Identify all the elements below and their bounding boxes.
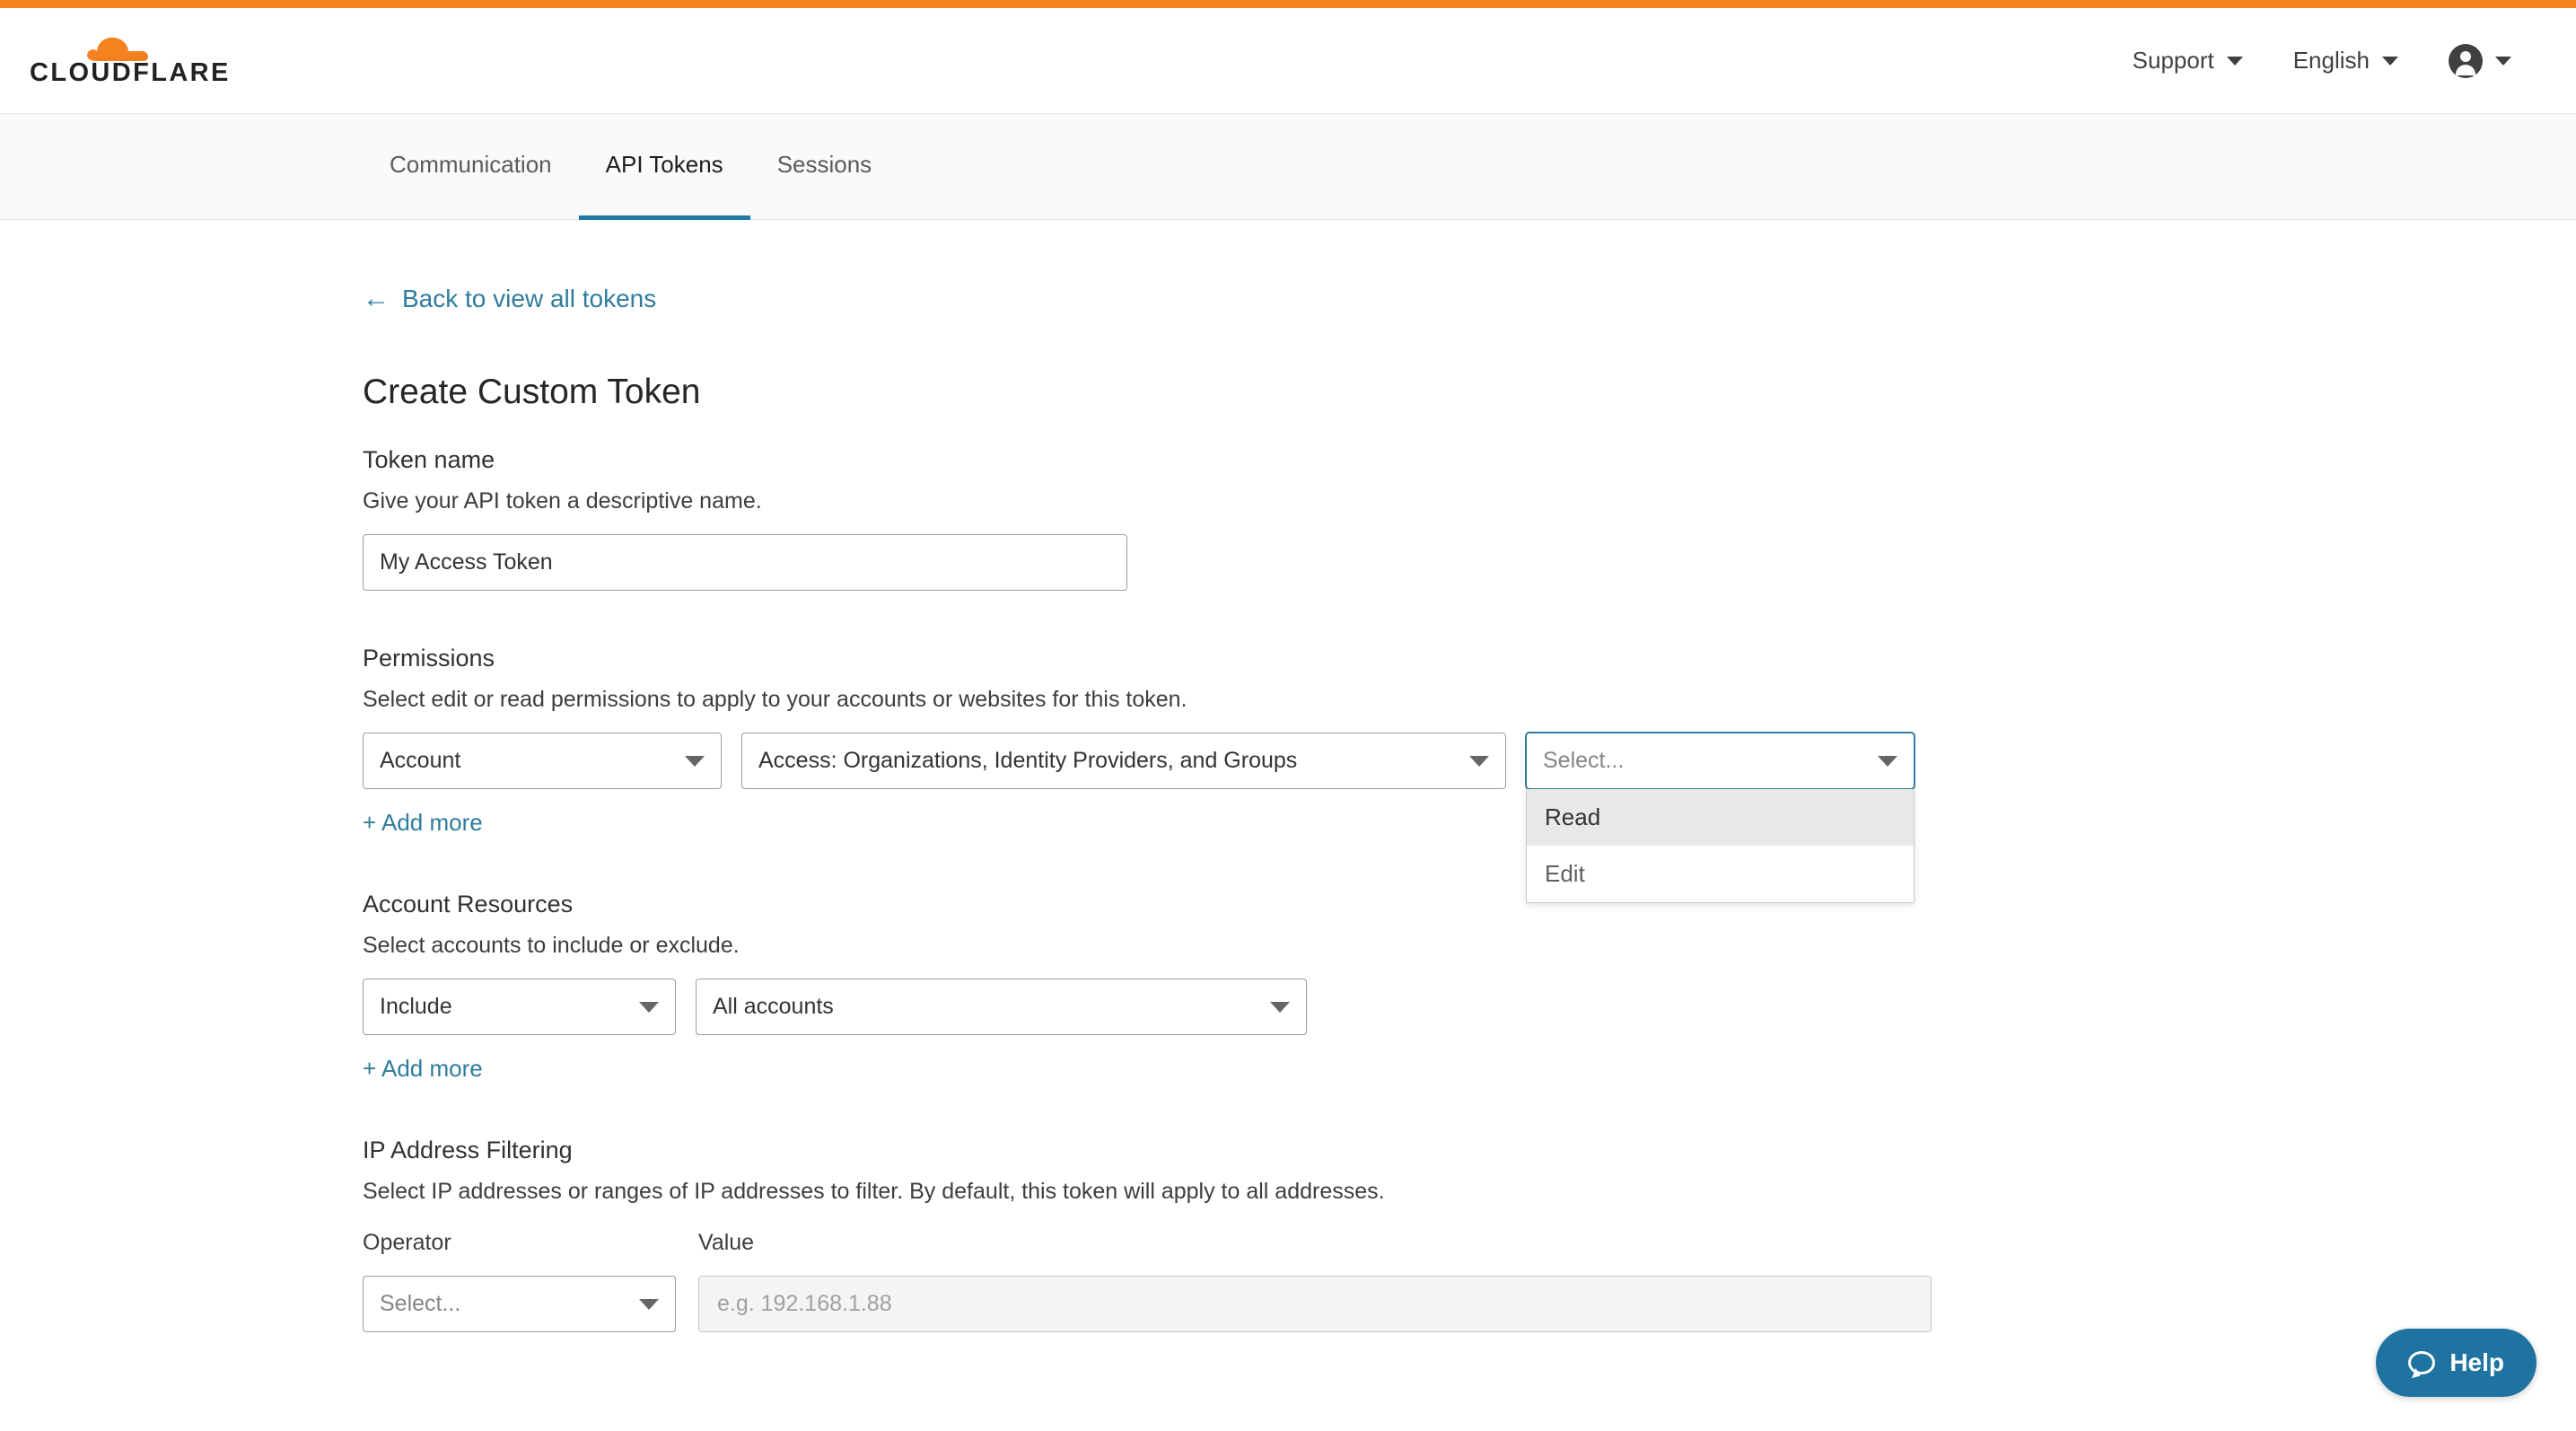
page-title: Create Custom Token (363, 373, 701, 411)
ip-filtering-description: Select IP addresses or ranges of IP addresses to filter. By default, this token will apply to all addresses. (363, 1179, 1385, 1204)
chevron-down-icon (639, 1299, 659, 1310)
tab-communication[interactable]: Communication (390, 151, 552, 178)
ip-operator-select[interactable] (363, 1276, 676, 1332)
account-menu[interactable] (2423, 44, 2537, 78)
chevron-down-icon (1878, 756, 1897, 767)
dropdown-option-edit[interactable]: Edit (1545, 860, 1585, 887)
brand-top-strip (0, 0, 2576, 8)
language-label: English (2292, 47, 2370, 74)
permissions-description: Select edit or read permissions to apply to your accounts or websites for this token. (363, 687, 1187, 712)
secondary-nav (0, 114, 2576, 220)
chat-bubble-icon (2408, 1351, 2435, 1374)
permission-level-dropdown (1526, 789, 1914, 903)
account-target-value: All accounts (713, 994, 834, 1019)
account-resources-row (363, 979, 2576, 1035)
chevron-down-icon (2495, 57, 2511, 66)
user-avatar-icon (2449, 44, 2483, 78)
main-content (0, 285, 2576, 1332)
ip-operator-value: Select... (380, 1291, 461, 1316)
account-resources-heading: Account Resources (363, 891, 574, 917)
arrow-left-icon: ← (363, 284, 390, 313)
ip-value-input[interactable]: e.g. 192.168.1.88 (698, 1276, 1932, 1332)
help-button[interactable] (2376, 1329, 2537, 1397)
account-include-select[interactable] (363, 979, 676, 1035)
chevron-down-icon (639, 1002, 659, 1013)
ip-operator-label: Operator (363, 1230, 451, 1255)
help-button-label: Help (2449, 1348, 2504, 1376)
token-name-heading: Token name (363, 446, 495, 473)
permission-level-value: Select... (1543, 748, 1625, 773)
cloudflare-logo[interactable] (25, 33, 231, 88)
support-label: Support (2132, 47, 2214, 74)
permission-resource-value: Access: Organizations, Identity Providers, and Groups (758, 748, 1298, 773)
chevron-down-icon (2382, 57, 2398, 66)
permission-resource-select[interactable] (741, 733, 1506, 789)
account-include-value: Include (380, 994, 452, 1019)
permissions-add-more-button[interactable]: + Add more (363, 809, 483, 836)
ip-value-label: Value (698, 1230, 755, 1255)
ip-operator-column (363, 1230, 676, 1332)
support-menu[interactable] (2107, 47, 2268, 75)
permissions-heading: Permissions (363, 645, 495, 672)
logo-text: CLOUDFLARE (30, 58, 231, 87)
back-to-all-tokens-link[interactable] (363, 285, 656, 313)
account-resources-add-more-button[interactable]: + Add more (363, 1055, 483, 1082)
tab-api-tokens[interactable]: API Tokens (579, 114, 750, 220)
token-name-input[interactable]: My Access Token (363, 534, 1127, 591)
account-target-select[interactable] (696, 979, 1307, 1035)
ip-filtering-row (363, 1230, 2576, 1332)
ip-filtering-heading: IP Address Filtering (363, 1137, 573, 1163)
permission-scope-select[interactable] (363, 733, 722, 789)
header-right-group (2107, 44, 2537, 78)
permission-scope-value: Account (380, 748, 461, 773)
token-name-description: Give your API token a descriptive name. (363, 488, 762, 514)
account-resources-description: Select accounts to include or exclude. (363, 933, 740, 958)
permission-level-wrapper (1526, 733, 1914, 887)
chevron-down-icon (1270, 1002, 1290, 1013)
tab-sessions[interactable]: Sessions (776, 151, 872, 178)
dropdown-option-read[interactable]: Read (1527, 789, 1914, 846)
chevron-down-icon (2227, 57, 2243, 66)
app-header (0, 8, 2576, 114)
chevron-down-icon (1469, 756, 1489, 767)
back-link-label: Back to view all tokens (402, 285, 657, 312)
permission-level-select[interactable] (1526, 733, 1914, 789)
chevron-down-icon (685, 756, 705, 767)
language-menu[interactable] (2268, 47, 2423, 75)
ip-value-column (698, 1230, 1932, 1332)
